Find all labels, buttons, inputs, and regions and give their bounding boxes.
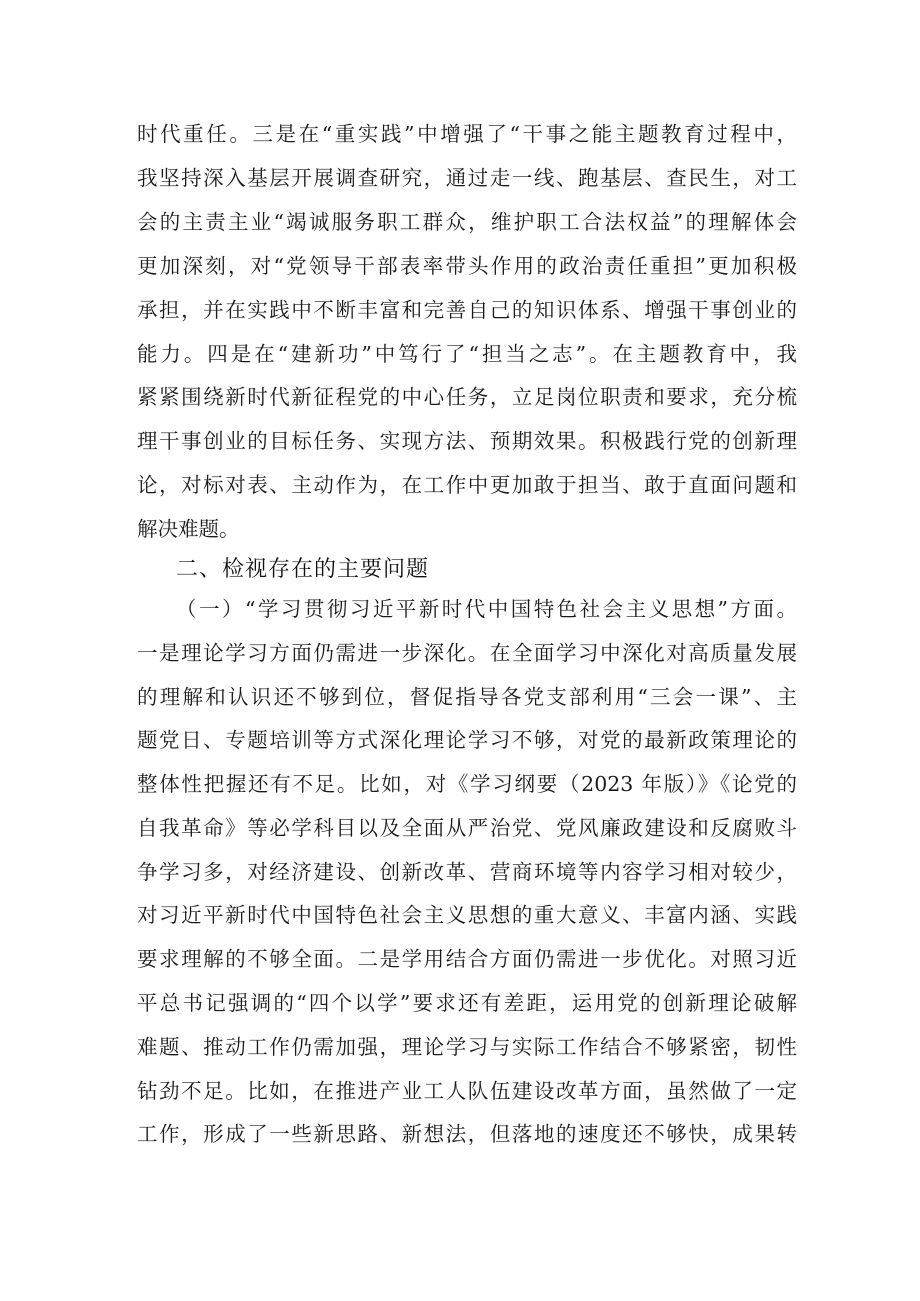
paragraph-line: 一是理论学习方面仍需进一步深化。在全面学习中深化对高质量发展 (137, 641, 797, 665)
paragraph-line: 钻劲不足。比如，在推进产业工人队伍建设改革方面，虽然做了一定 (137, 1079, 797, 1103)
paragraph-line: 题党日、专题培训等方式深化理论学习不够，对党的最新政策理论的 (137, 728, 797, 752)
paragraph-line: 要求理解的不够全面。二是学用结合方面仍需进一步优化。对照习近 (137, 947, 797, 971)
paragraph-line: 的理解和认识还不够到位，督促指导各党支部利用“三会一课”、主 (137, 685, 797, 709)
paragraph-line: （一）“学习贯彻习近平新时代中国特色社会主义思想”方面。 (176, 597, 797, 621)
paragraph-line: 时代重任。三是在“重实践”中增强了“干事之能主题教育过程中， (137, 122, 797, 146)
paragraph-line: 会的主责主业“竭诚服务职工群众，维护职工合法权益”的理解体会 (137, 210, 797, 234)
paragraph-line: 论，对标对表、主动作为，在工作中更加敢于担当、敢于直面问题和 (137, 473, 797, 497)
paragraph-line: 平总书记强调的“四个以学”要求还有差距，运用党的创新理论破解 (137, 991, 797, 1015)
paragraph-line: 解决难题。 (137, 517, 240, 541)
paragraph-line: 难题、推动工作仍需加强，理论学习与实际工作结合不够紧密，韧性 (137, 1035, 797, 1059)
paragraph-line: 我坚持深入基层开展调查研究，通过走一线、跑基层、查民生，对工 (137, 166, 797, 190)
paragraph-line: 承担，并在实践中不断丰富和完善自己的知识体系、增强干事创业的 (137, 298, 797, 322)
paragraph-line: 对习近平新时代中国特色社会主义思想的重大意义、丰富内涵、实践 (137, 903, 797, 927)
paragraph-line: 整体性把握还有不足。比如，对《学习纲要（2023 年版）》《论党的 (137, 772, 797, 796)
paragraph-line: 争学习多，对经济建设、创新改革、营商环境等内容学习相对较少， (137, 860, 797, 884)
paragraph-line: 理干事创业的目标任务、实现方法、预期效果。积极践行党的创新理 (137, 429, 797, 453)
paragraph-line: 自我革命》等必学科目以及全面从严治党、党风廉政建设和反腐败斗 (137, 816, 797, 840)
paragraph-line: 能力。四是在“建新功”中笃行了“担当之志”。在主题教育中，我 (137, 342, 797, 366)
paragraph-line: 紧紧围绕新时代新征程党的中心任务，立足岗位职责和要求，充分梳 (137, 385, 797, 409)
paragraph-line: 更加深刻，对“党领导干部表率带头作用的政治责任重担”更加积极 (137, 254, 797, 278)
paragraph-line: 工作，形成了一些新思路、新想法，但落地的速度还不够快，成果转 (137, 1122, 797, 1146)
section-heading: 二、检视存在的主要问题 (176, 557, 430, 582)
